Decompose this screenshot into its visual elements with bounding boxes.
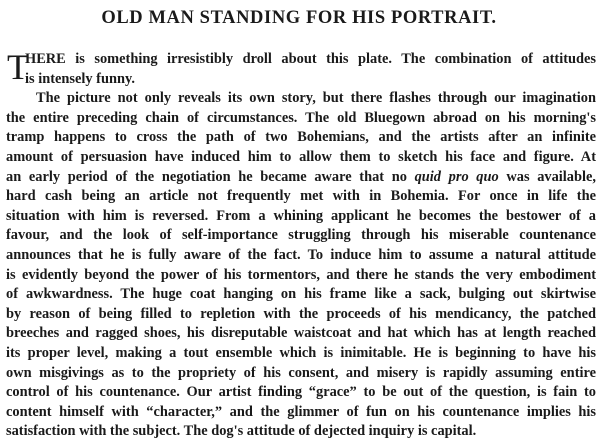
text-line: its proper level, making a tout ensemble which is inimitable. He is beginning to have his	[6, 344, 596, 361]
article-body	[6, 47, 596, 442]
text-line: situation with him is reversed. From a whining applicant he becomes the bestower of a	[6, 207, 596, 224]
text-line: breeches and ragged shoes, his disreputable waistcoat and hat which has at length reached	[6, 325, 596, 342]
text-line: HERE is something irresistibly droll about this plate. The combination of attitudes	[25, 51, 596, 67]
text-line: hard cash being an article not frequently met with in Bohemia. For once in life the	[6, 188, 596, 205]
text-line	[6, 168, 596, 188]
text-line: of awkwardness. The huge coat hanging on his frame like a sack, bulging out skirtwise	[6, 286, 596, 303]
text-line: the entire preceding chain of circumstances. The old Bluegown abroad on his morning's	[6, 109, 596, 126]
text-line: own misgivings as to the propriety of his consent, and misery is rapidly assuming entire	[6, 364, 596, 381]
text-line: content himself with “character,” and the glimmer of fun on his countenance implies his	[6, 403, 596, 420]
italic-phrase: quid pro quo	[414, 168, 499, 185]
text-line-start: an early period of the negotiation he became aware that no	[6, 168, 415, 185]
text-line: The picture not only reveals its own story, but there flashes through our imagination	[36, 90, 596, 107]
text-line: tramp happens to cross the path of two Bohemians, and the artists after an infinite	[6, 129, 596, 146]
text-line: is intensely funny.	[25, 70, 135, 87]
text-line: favour, and the look of self-importance struggling through his miserable countenance	[6, 227, 596, 244]
text-line: amount of persuasion have induced him to allow them to sketch his face and figure. At	[6, 148, 596, 165]
text-line-end: was available,	[498, 168, 596, 185]
text-line: satisfaction with the subject. The dog's attitude of dejected inquiry is capital.	[6, 423, 477, 440]
text-line: announces that he is fully aware of the fact. To induce him to assume a natural attitude	[6, 246, 596, 263]
text-line: control of his countenance. Our artist finding “grace” to be out of the question, is fain to	[6, 384, 596, 401]
text-line: is evidently beyond the power of his tormentors, and there he stands the very embodiment	[6, 266, 596, 283]
article-title: OLD MAN STANDING FOR HIS PORTRAIT.	[101, 8, 497, 28]
text-line: by reason of being filled to repletion with the proceeds of his mendicancy, the patched	[6, 305, 596, 322]
drop-cap: T	[7, 47, 29, 87]
